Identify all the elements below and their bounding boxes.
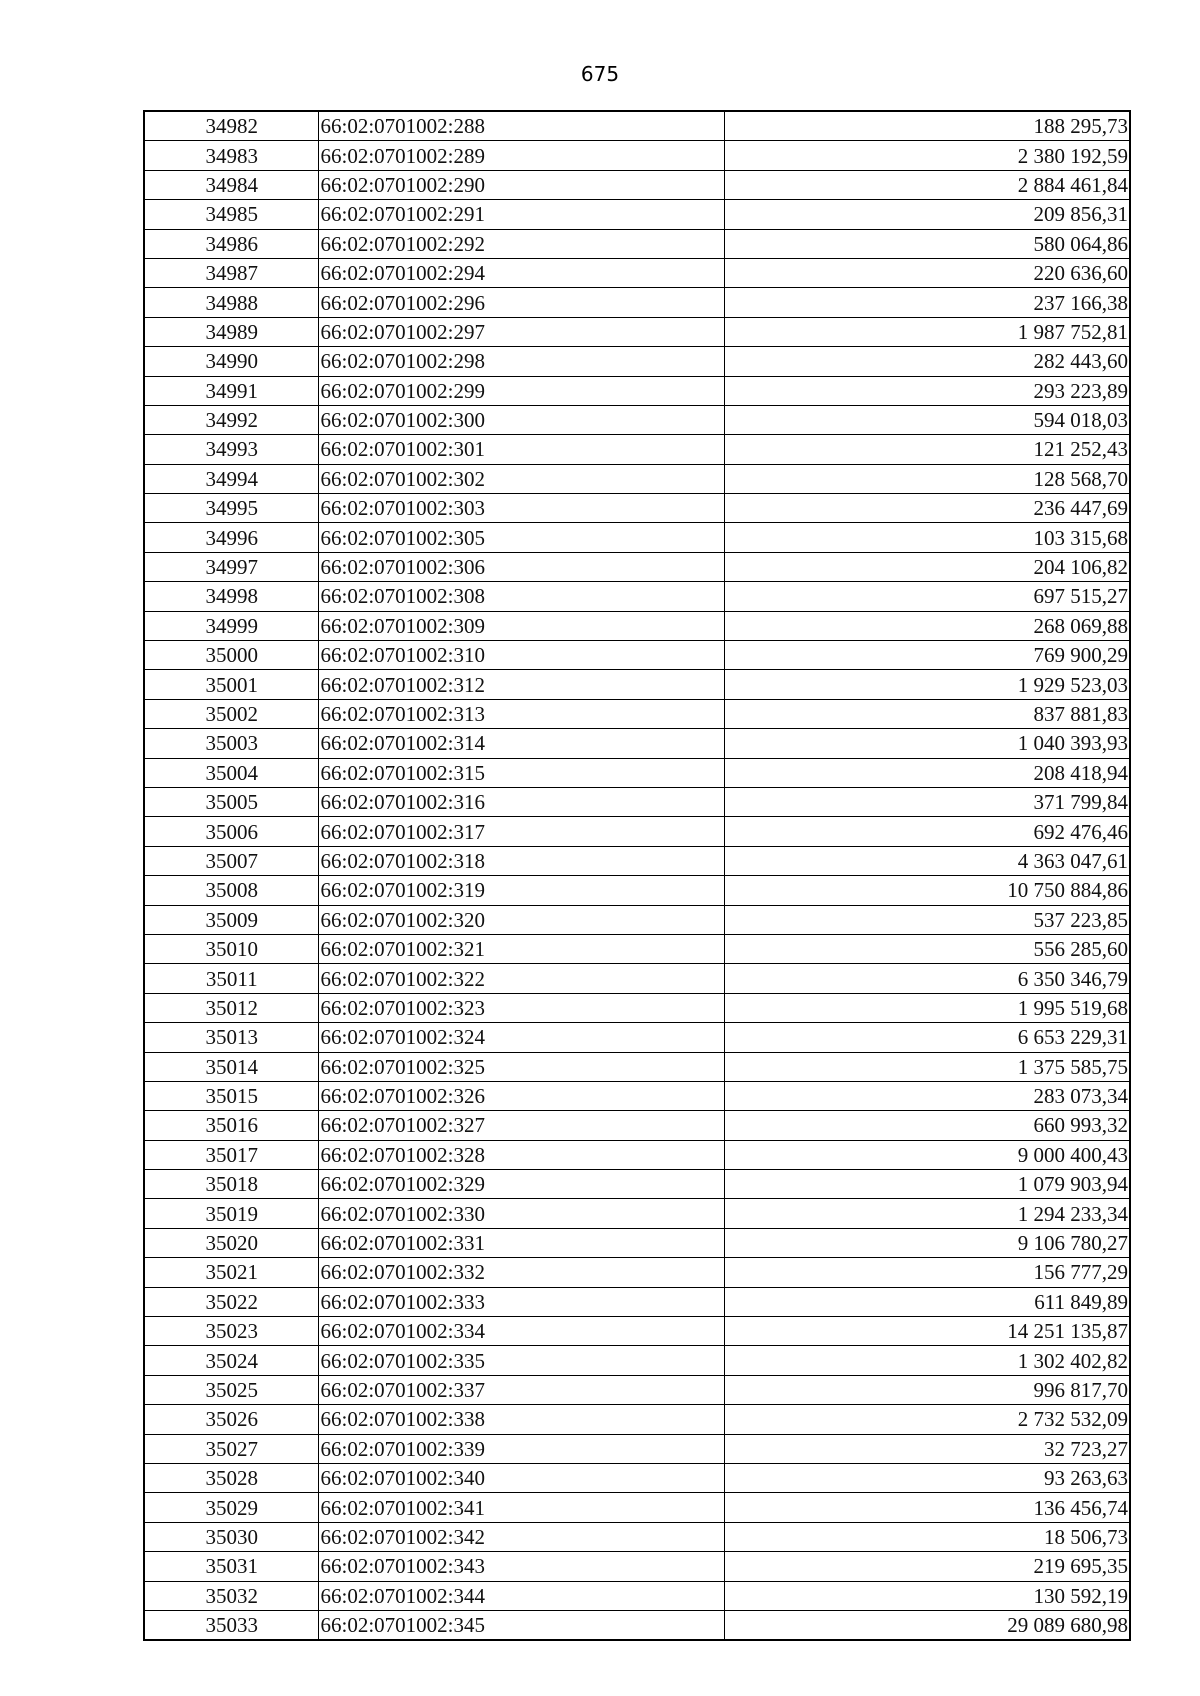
- row-number-cell: 34982: [144, 111, 318, 141]
- cadastral-value-cell: 9 000 400,43: [724, 1140, 1130, 1169]
- cadastral-value-cell: 556 285,60: [724, 934, 1130, 963]
- row-number-cell: 35002: [144, 699, 318, 728]
- cadastral-value-cell: 283 073,34: [724, 1081, 1130, 1110]
- row-number-cell: 34988: [144, 288, 318, 317]
- cadastral-number-cell: 66:02:0701002:338: [318, 1405, 724, 1434]
- table-row: [144, 347, 1130, 376]
- cadastral-number-cell: 66:02:0701002:342: [318, 1522, 724, 1551]
- cadastral-number-cell: 66:02:0701002:297: [318, 317, 724, 346]
- cadastral-number-cell: 66:02:0701002:302: [318, 464, 724, 493]
- cadastral-value-cell: 204 106,82: [724, 552, 1130, 581]
- cadastral-number-cell: 66:02:0701002:301: [318, 435, 724, 464]
- table-row: [144, 1317, 1130, 1346]
- row-number-cell: 35001: [144, 670, 318, 699]
- cadastral-number-cell: 66:02:0701002:300: [318, 405, 724, 434]
- cadastral-number-cell: 66:02:0701002:290: [318, 170, 724, 199]
- cadastral-number-cell: 66:02:0701002:294: [318, 258, 724, 287]
- cadastral-value-cell: 2 732 532,09: [724, 1405, 1130, 1434]
- table-row: [144, 758, 1130, 787]
- table-row: [144, 1463, 1130, 1492]
- cadastral-value-cell: 692 476,46: [724, 817, 1130, 846]
- cadastral-value-cell: 1 294 233,34: [724, 1199, 1130, 1228]
- row-number-cell: 34993: [144, 435, 318, 464]
- cadastral-value-cell: 697 515,27: [724, 582, 1130, 611]
- row-number-cell: 35010: [144, 934, 318, 963]
- cadastral-value-cell: 268 069,88: [724, 611, 1130, 640]
- row-number-cell: 34998: [144, 582, 318, 611]
- table-row: [144, 611, 1130, 640]
- table-row: [144, 141, 1130, 170]
- cadastral-number-cell: 66:02:0701002:310: [318, 641, 724, 670]
- row-number-cell: 34986: [144, 229, 318, 258]
- cadastral-value-cell: 136 456,74: [724, 1493, 1130, 1522]
- cadastral-value-cell: 237 166,38: [724, 288, 1130, 317]
- cadastral-value-cell: 18 506,73: [724, 1522, 1130, 1551]
- cadastral-number-cell: 66:02:0701002:318: [318, 846, 724, 875]
- cadastral-value-cell: 29 089 680,98: [724, 1610, 1130, 1640]
- cadastral-value-cell: 537 223,85: [724, 905, 1130, 934]
- cadastral-value-cell: 371 799,84: [724, 787, 1130, 816]
- cadastral-number-cell: 66:02:0701002:314: [318, 729, 724, 758]
- cadastral-number-cell: 66:02:0701002:337: [318, 1375, 724, 1404]
- cadastral-number-cell: 66:02:0701002:312: [318, 670, 724, 699]
- table-row: [144, 523, 1130, 552]
- row-number-cell: 35014: [144, 1052, 318, 1081]
- row-number-cell: 35007: [144, 846, 318, 875]
- table-row: [144, 494, 1130, 523]
- row-number-cell: 34991: [144, 376, 318, 405]
- row-number-cell: 35023: [144, 1317, 318, 1346]
- cadastral-value-cell: 293 223,89: [724, 376, 1130, 405]
- row-number-cell: 35009: [144, 905, 318, 934]
- row-number-cell: 35013: [144, 1023, 318, 1052]
- row-number-cell: 35012: [144, 993, 318, 1022]
- cadastral-number-cell: 66:02:0701002:344: [318, 1581, 724, 1610]
- row-number-cell: 35022: [144, 1287, 318, 1316]
- table-row: [144, 876, 1130, 905]
- table-row: [144, 1081, 1130, 1110]
- table-row: [144, 1199, 1130, 1228]
- cadastral-value-cell: 4 363 047,61: [724, 846, 1130, 875]
- cadastral-value-cell: 6 350 346,79: [724, 964, 1130, 993]
- cadastral-number-cell: 66:02:0701002:325: [318, 1052, 724, 1081]
- cadastral-number-cell: 66:02:0701002:333: [318, 1287, 724, 1316]
- table-row: [144, 200, 1130, 229]
- table-row: [144, 670, 1130, 699]
- row-number-cell: 34985: [144, 200, 318, 229]
- row-number-cell: 35004: [144, 758, 318, 787]
- table-row: [144, 170, 1130, 199]
- row-number-cell: 35016: [144, 1111, 318, 1140]
- table-row: [144, 229, 1130, 258]
- cadastral-number-cell: 66:02:0701002:327: [318, 1111, 724, 1140]
- row-number-cell: 34996: [144, 523, 318, 552]
- cadastral-value-cell: 1 375 585,75: [724, 1052, 1130, 1081]
- cadastral-value-cell: 220 636,60: [724, 258, 1130, 287]
- row-number-cell: 35000: [144, 641, 318, 670]
- row-number-cell: 34992: [144, 405, 318, 434]
- cadastral-number-cell: 66:02:0701002:335: [318, 1346, 724, 1375]
- row-number-cell: 35025: [144, 1375, 318, 1404]
- table-row: [144, 1228, 1130, 1257]
- cadastral-value-cell: 14 251 135,87: [724, 1317, 1130, 1346]
- table-row: [144, 1610, 1130, 1640]
- cadastral-value-cell: 209 856,31: [724, 200, 1130, 229]
- table-row: [144, 787, 1130, 816]
- table-row: [144, 846, 1130, 875]
- cadastral-number-cell: 66:02:0701002:320: [318, 905, 724, 934]
- row-number-cell: 35030: [144, 1522, 318, 1551]
- cadastral-value-cell: 611 849,89: [724, 1287, 1130, 1316]
- cadastral-value-cell: 660 993,32: [724, 1111, 1130, 1140]
- cadastral-number-cell: 66:02:0701002:330: [318, 1199, 724, 1228]
- cadastral-value-table: [143, 110, 1131, 1641]
- table-row: [144, 464, 1130, 493]
- cadastral-number-cell: 66:02:0701002:298: [318, 347, 724, 376]
- cadastral-value-cell: 1 995 519,68: [724, 993, 1130, 1022]
- row-number-cell: 35021: [144, 1258, 318, 1287]
- cadastral-number-cell: 66:02:0701002:340: [318, 1463, 724, 1492]
- cadastral-number-cell: 66:02:0701002:322: [318, 964, 724, 993]
- table-row: [144, 1170, 1130, 1199]
- cadastral-value-cell: 996 817,70: [724, 1375, 1130, 1404]
- cadastral-value-cell: 219 695,35: [724, 1552, 1130, 1581]
- table-row: [144, 1346, 1130, 1375]
- cadastral-number-cell: 66:02:0701002:341: [318, 1493, 724, 1522]
- table-row: [144, 1111, 1130, 1140]
- table-row: [144, 729, 1130, 758]
- table-row: [144, 993, 1130, 1022]
- row-number-cell: 35008: [144, 876, 318, 905]
- cadastral-value-cell: 9 106 780,27: [724, 1228, 1130, 1257]
- table-row: [144, 1023, 1130, 1052]
- table-row: [144, 258, 1130, 287]
- table-row: [144, 1140, 1130, 1169]
- table-body: [144, 111, 1130, 1640]
- table-row: [144, 1522, 1130, 1551]
- table-row: [144, 1493, 1130, 1522]
- row-number-cell: 35029: [144, 1493, 318, 1522]
- cadastral-number-cell: 66:02:0701002:339: [318, 1434, 724, 1463]
- cadastral-number-cell: 66:02:0701002:308: [318, 582, 724, 611]
- cadastral-value-cell: 6 653 229,31: [724, 1023, 1130, 1052]
- cadastral-number-cell: 66:02:0701002:306: [318, 552, 724, 581]
- row-number-cell: 34997: [144, 552, 318, 581]
- cadastral-number-cell: 66:02:0701002:305: [318, 523, 724, 552]
- table-row: [144, 1375, 1130, 1404]
- table-row: [144, 111, 1130, 141]
- row-number-cell: 35018: [144, 1170, 318, 1199]
- cadastral-number-cell: 66:02:0701002:319: [318, 876, 724, 905]
- table-row: [144, 1287, 1130, 1316]
- cadastral-value-cell: 1 987 752,81: [724, 317, 1130, 346]
- cadastral-value-cell: 10 750 884,86: [724, 876, 1130, 905]
- cadastral-number-cell: 66:02:0701002:296: [318, 288, 724, 317]
- row-number-cell: 34984: [144, 170, 318, 199]
- cadastral-number-cell: 66:02:0701002:332: [318, 1258, 724, 1287]
- cadastral-number-cell: 66:02:0701002:345: [318, 1610, 724, 1640]
- table-row: [144, 405, 1130, 434]
- cadastral-number-cell: 66:02:0701002:328: [318, 1140, 724, 1169]
- cadastral-number-cell: 66:02:0701002:317: [318, 817, 724, 846]
- cadastral-value-cell: 1 079 903,94: [724, 1170, 1130, 1199]
- cadastral-value-cell: 580 064,86: [724, 229, 1130, 258]
- cadastral-value-cell: 121 252,43: [724, 435, 1130, 464]
- cadastral-number-cell: 66:02:0701002:303: [318, 494, 724, 523]
- row-number-cell: 35006: [144, 817, 318, 846]
- cadastral-value-cell: 282 443,60: [724, 347, 1130, 376]
- cadastral-number-cell: 66:02:0701002:331: [318, 1228, 724, 1257]
- cadastral-number-cell: 66:02:0701002:288: [318, 111, 724, 141]
- table-row: [144, 1552, 1130, 1581]
- cadastral-value-cell: 128 568,70: [724, 464, 1130, 493]
- table-row: [144, 817, 1130, 846]
- row-number-cell: 35028: [144, 1463, 318, 1492]
- cadastral-number-cell: 66:02:0701002:313: [318, 699, 724, 728]
- cadastral-number-cell: 66:02:0701002:316: [318, 787, 724, 816]
- table-row: [144, 552, 1130, 581]
- row-number-cell: 34999: [144, 611, 318, 640]
- cadastral-number-cell: 66:02:0701002:291: [318, 200, 724, 229]
- cadastral-value-cell: 93 263,63: [724, 1463, 1130, 1492]
- page-number: 675: [580, 62, 620, 86]
- cadastral-number-cell: 66:02:0701002:299: [318, 376, 724, 405]
- table-row: [144, 1052, 1130, 1081]
- cadastral-number-cell: 66:02:0701002:323: [318, 993, 724, 1022]
- cadastral-value-cell: 1 929 523,03: [724, 670, 1130, 699]
- cadastral-value-cell: 2 884 461,84: [724, 170, 1130, 199]
- row-number-cell: 35026: [144, 1405, 318, 1434]
- cadastral-number-cell: 66:02:0701002:326: [318, 1081, 724, 1110]
- row-number-cell: 35027: [144, 1434, 318, 1463]
- row-number-cell: 35033: [144, 1610, 318, 1640]
- cadastral-number-cell: 66:02:0701002:292: [318, 229, 724, 258]
- row-number-cell: 35003: [144, 729, 318, 758]
- cadastral-value-cell: 156 777,29: [724, 1258, 1130, 1287]
- row-number-cell: 34987: [144, 258, 318, 287]
- row-number-cell: 35015: [144, 1081, 318, 1110]
- cadastral-number-cell: 66:02:0701002:289: [318, 141, 724, 170]
- cadastral-value-cell: 188 295,73: [724, 111, 1130, 141]
- cadastral-number-cell: 66:02:0701002:309: [318, 611, 724, 640]
- row-number-cell: 35011: [144, 964, 318, 993]
- table-row: [144, 934, 1130, 963]
- row-number-cell: 35019: [144, 1199, 318, 1228]
- row-number-cell: 35017: [144, 1140, 318, 1169]
- row-number-cell: 34994: [144, 464, 318, 493]
- cadastral-value-cell: 236 447,69: [724, 494, 1130, 523]
- table-row: [144, 288, 1130, 317]
- table-row: [144, 435, 1130, 464]
- row-number-cell: 34989: [144, 317, 318, 346]
- row-number-cell: 35020: [144, 1228, 318, 1257]
- table-row: [144, 1434, 1130, 1463]
- row-number-cell: 34983: [144, 141, 318, 170]
- cadastral-value-cell: 769 900,29: [724, 641, 1130, 670]
- cadastral-number-cell: 66:02:0701002:315: [318, 758, 724, 787]
- row-number-cell: 34995: [144, 494, 318, 523]
- table-row: [144, 905, 1130, 934]
- table-row: [144, 582, 1130, 611]
- cadastral-value-cell: 1 040 393,93: [724, 729, 1130, 758]
- cadastral-number-cell: 66:02:0701002:329: [318, 1170, 724, 1199]
- cadastral-number-cell: 66:02:0701002:343: [318, 1552, 724, 1581]
- cadastral-value-cell: 208 418,94: [724, 758, 1130, 787]
- row-number-cell: 35031: [144, 1552, 318, 1581]
- row-number-cell: 35024: [144, 1346, 318, 1375]
- cadastral-value-cell: 103 315,68: [724, 523, 1130, 552]
- cadastral-value-cell: 130 592,19: [724, 1581, 1130, 1610]
- table-row: [144, 1581, 1130, 1610]
- cadastral-number-cell: 66:02:0701002:321: [318, 934, 724, 963]
- row-number-cell: 35032: [144, 1581, 318, 1610]
- row-number-cell: 34990: [144, 347, 318, 376]
- table-row: [144, 641, 1130, 670]
- cadastral-value-cell: 2 380 192,59: [724, 141, 1130, 170]
- table-row: [144, 376, 1130, 405]
- cadastral-number-cell: 66:02:0701002:324: [318, 1023, 724, 1052]
- table-row: [144, 317, 1130, 346]
- cadastral-value-cell: 32 723,27: [724, 1434, 1130, 1463]
- cadastral-value-cell: 1 302 402,82: [724, 1346, 1130, 1375]
- table-row: [144, 964, 1130, 993]
- table-row: [144, 699, 1130, 728]
- table-row: [144, 1405, 1130, 1434]
- cadastral-value-cell: 594 018,03: [724, 405, 1130, 434]
- cadastral-number-cell: 66:02:0701002:334: [318, 1317, 724, 1346]
- cadastral-value-cell: 837 881,83: [724, 699, 1130, 728]
- row-number-cell: 35005: [144, 787, 318, 816]
- table-row: [144, 1258, 1130, 1287]
